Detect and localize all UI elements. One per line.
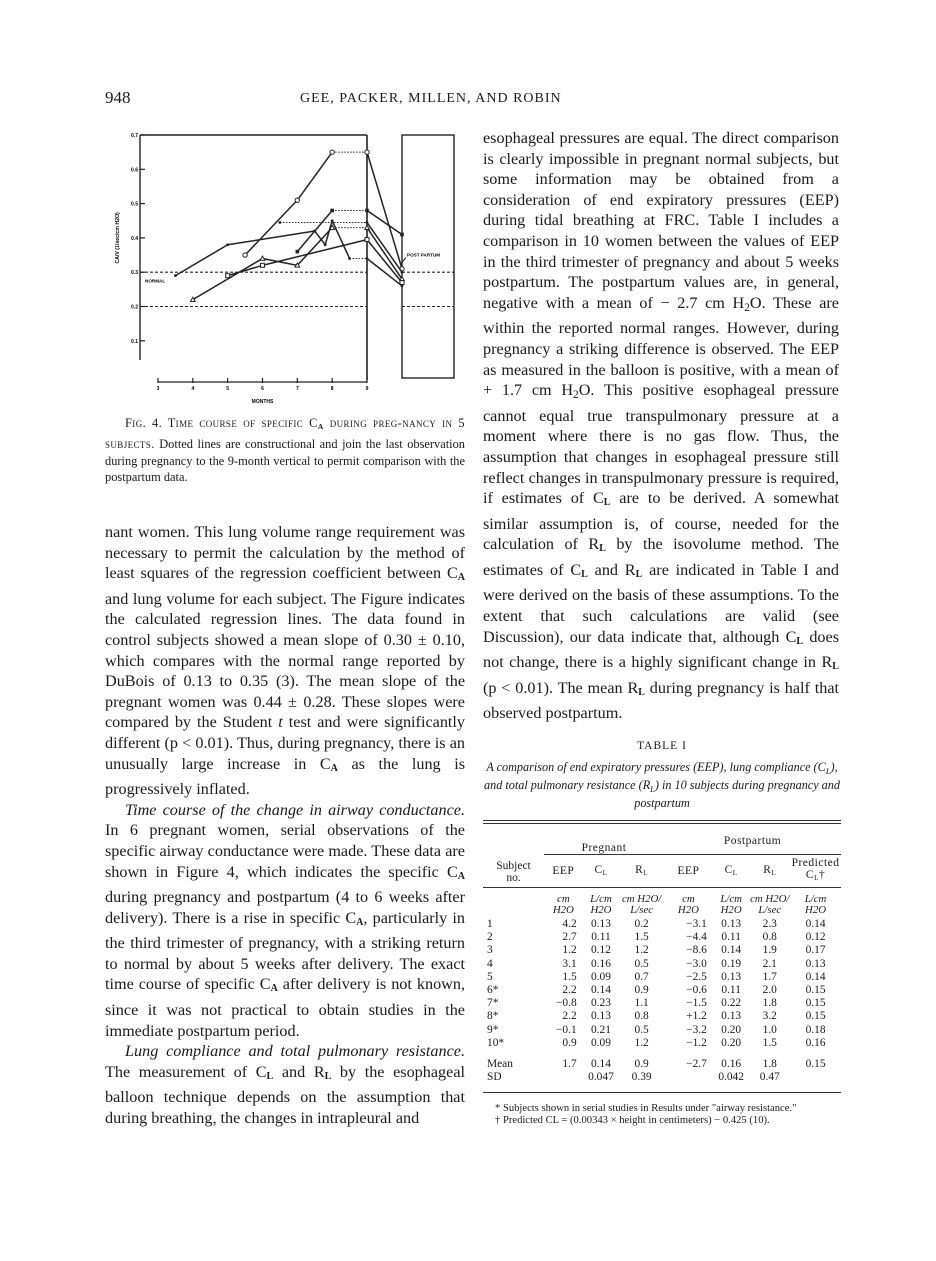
cell-value: 2.3 — [762, 918, 777, 930]
cell-value: −3.1 — [686, 918, 707, 930]
cell-value: 4.2 — [562, 918, 577, 930]
table-row — [483, 1037, 841, 1050]
svg-text:9: 9 — [365, 386, 369, 392]
cell-value: 0.047 — [588, 1071, 614, 1084]
unit-label: cm H2O — [677, 893, 699, 916]
svg-text:0.4: 0.4 — [131, 235, 138, 242]
cell-subject: 4 — [487, 957, 493, 970]
cell-value: −1.2 — [686, 1036, 707, 1049]
header-cl: CL — [594, 864, 608, 877]
cell-value: 1.2 — [634, 944, 649, 957]
cell-value: 0.23 — [590, 997, 611, 1010]
cell-value: 1.2 — [634, 1036, 649, 1049]
table-title: TABLE I — [637, 740, 687, 752]
paragraph: Time course of the change in airway conductance. In 6 pregnant women, serial observations of the specific airway conductance were made. These data are shown in Figure 4, which indicates the specific CA during pregnancy and postpartum (4 to 6 weeks after delivery). There is a rise in specific CA, particularly in the third trimester of pregnancy, with a striking return to normal by about 5 weeks after delivery. The exact time course of specific CA after delivery is not known, since it was not practical to obtain studies in the immediate postpartum period. — [105, 800, 465, 1040]
svg-text:0.2: 0.2 — [131, 304, 138, 311]
cell-value: 0.9 — [634, 1058, 649, 1071]
cell-subject: SD — [487, 1071, 502, 1084]
svg-text:MONTHS: MONTHS — [251, 399, 274, 405]
line-chart — [105, 125, 465, 410]
table-row — [483, 984, 841, 997]
cell-value: 2.7 — [562, 931, 577, 944]
cell-value: 0.16 — [590, 957, 611, 970]
figure-caption — [105, 415, 465, 486]
header-rl: RL — [763, 864, 777, 877]
cell-value: 0.14 — [805, 970, 826, 983]
cell-value: 1.5 — [762, 1036, 777, 1049]
cell-value: 0.21 — [590, 1023, 611, 1036]
table-footnotes — [483, 1103, 841, 1127]
cell-value: 1.8 — [762, 997, 777, 1010]
footnote-1: * Subjects shown in serial studies in Results under "airway resistance." — [495, 1103, 797, 1115]
cell-value: 0.16 — [805, 1036, 826, 1049]
cell-subject: 7* — [487, 997, 499, 1010]
cell-subject: 5 — [487, 970, 493, 983]
cell-value: 1.0 — [762, 1023, 777, 1036]
cell-value — [544, 1071, 583, 1084]
unit-label: L/cm H2O — [720, 893, 742, 916]
cell-value: 0.11 — [591, 931, 611, 944]
svg-text:5: 5 — [226, 386, 230, 392]
cell-value: −4.4 — [686, 931, 707, 944]
cell-value: 0.8 — [762, 931, 777, 944]
cell-subject: 6* — [487, 984, 499, 997]
cell-value — [664, 1071, 713, 1084]
svg-text:3: 3 — [156, 386, 160, 392]
svg-text:0.3: 0.3 — [131, 270, 138, 277]
cell-value: 0.14 — [721, 944, 742, 957]
svg-text:8: 8 — [330, 386, 334, 392]
cell-subject: 8* — [487, 1010, 499, 1023]
cell-value: 2.2 — [562, 984, 577, 997]
paragraph: esophageal pressures are equal. The direct comparison is clearly impossible in pregnant normal subjects, but some information may be obtained from a consideration of end expiratory pressures (EEP) during tidal breathing at FRC. Table I includes a comparison in 10 women between the values of EEP in the third trimester of pregnancy and about 5 weeks postpartum. The postpartum values are, in general, negative with a mean of − 2.7 cm $H_2O$. These are within the reported normal ranges. However, during pregnancy a striking difference is observed. The EEP as measured in the balloon is positive, with a mean of + 1.7 cm $H_2O$. This positive esophageal pressure cannot equal true transpulmonary pressure at a moment where there is no gas flow. Thus, the assumption that changes in esophageal pressure still reflect changes in transpulmonary pressure is required, if estimates of CL are to be derived. A somewhat similar assumption is, of course, needed for the calculation of RL by the isovolume method. The estimates of CL and RL are indicated in Table I and were derived on the basis of these assumptions. To the extent that such calculations are valid (see Discussion), our data indicate that, although CL does not change, there is a highly significant change in RL (p < 0.01). The mean RL during pregnancy is half that observed postpartum. — [483, 129, 840, 723]
cell-value: 0.12 — [805, 931, 826, 944]
series-line — [243, 150, 404, 271]
cell-value: 2.1 — [762, 957, 777, 970]
svg-text:0.7: 0.7 — [131, 133, 138, 139]
header-eep: EEP — [552, 864, 575, 877]
figure-4-chart — [105, 125, 465, 410]
table-row — [483, 1010, 841, 1023]
cell-value: 1.5 — [634, 931, 649, 944]
section-heading: Lung compliance and total pulmonary resistance. — [125, 1042, 465, 1061]
cell-subject: 10* — [487, 1036, 505, 1049]
cell-value: 0.16 — [721, 1058, 742, 1071]
cell-value: 0.13 — [721, 918, 742, 930]
table-row — [483, 944, 841, 957]
cell-value: −2.5 — [686, 970, 707, 983]
running-head: GEE, PACKER, MILLEN, AND ROBIN — [300, 91, 562, 106]
cell-value: 1.7 — [762, 970, 777, 983]
table-subtitle: A comparison of end expiratory pressures (EEP), lung compliance $(C_L)$, and total pulmonary resistance $(R_L)$ in 10 subjects during pregnancy and postpartum — [484, 760, 840, 810]
unit-label: L/cm H2O — [804, 893, 827, 916]
cell-value: −2.7 — [686, 1058, 707, 1071]
cell-value: 1.7 — [562, 1058, 577, 1071]
header-predicted-cl: Predicted CL† — [791, 857, 840, 882]
svg-text:0.5: 0.5 — [131, 201, 138, 208]
cell-value: 0.09 — [590, 970, 611, 983]
table-row — [483, 958, 841, 971]
unit-label: cm H2O/ L/sec — [622, 893, 662, 916]
cell-value: 0.14 — [590, 1058, 611, 1071]
cell-value: 0.20 — [721, 1036, 742, 1049]
header-eep: EEP — [677, 864, 700, 877]
unit-label: cm H2O — [552, 893, 574, 916]
table-row — [483, 971, 841, 984]
cell-value: 0.7 — [634, 970, 649, 983]
cell-value: 0.17 — [805, 944, 826, 957]
cell-value: +1.2 — [686, 1010, 707, 1023]
header-pregnant: Pregnant — [544, 830, 664, 855]
cell-subject: Mean — [487, 1058, 513, 1071]
right-column-text — [483, 128, 839, 724]
footnote-2: † Predicted CL = (0.00343 × height in centimeters) − 0.425 (10). — [495, 1115, 770, 1127]
paragraph: Lung compliance and total pulmonary resistance. The measurement of CL and RL by the esophageal balloon technique depends on the assumption that during breathing, the changes in intrapleural and — [105, 1042, 466, 1128]
table-row — [483, 997, 841, 1010]
cell-value: 0.14 — [590, 984, 611, 997]
table-top-rule — [483, 820, 841, 824]
post-partum-label: POST PARTUM — [407, 252, 441, 258]
cell-value: 0.13 — [805, 957, 826, 970]
cell-value: 0.13 — [721, 1010, 742, 1023]
cell-value: 0.15 — [805, 1010, 826, 1023]
unit-label: cm H2O/ L/sec — [750, 893, 790, 916]
cell-value: −1.5 — [686, 997, 707, 1010]
cell-value: −3.0 — [686, 957, 707, 970]
cell-value: −8.6 — [686, 944, 707, 957]
cell-value: 3.1 — [562, 957, 577, 970]
cell-value: 3.2 — [762, 1010, 777, 1023]
table-row — [483, 931, 841, 944]
cell-value — [790, 1071, 841, 1084]
unit-label: L/cm H2O — [590, 893, 612, 916]
caption-title: Time course of specific CA during preg-nancy in 5 subjects. — [105, 416, 465, 451]
header-subject: Subject no. — [496, 860, 531, 884]
cell-value: 0.13 — [590, 918, 611, 930]
cell-value: 0.09 — [590, 1036, 611, 1049]
cell-value: −0.6 — [686, 984, 707, 997]
svg-text:0.6: 0.6 — [131, 167, 138, 174]
cell-value: 0.19 — [721, 957, 742, 970]
cell-value: 0.9 — [634, 984, 649, 997]
svg-text:4: 4 — [191, 386, 195, 392]
page-number: 948 — [105, 88, 131, 107]
table-row-sd — [483, 1071, 841, 1084]
table-row — [483, 1024, 841, 1037]
cell-value: 0.11 — [721, 931, 741, 944]
cell-value: 0.15 — [805, 984, 826, 997]
cell-value: 0.47 — [759, 1071, 780, 1084]
series-line — [226, 238, 404, 285]
svg-text:7: 7 — [295, 386, 299, 392]
cell-value: 0.2 — [634, 918, 649, 930]
table-row — [483, 918, 841, 931]
cell-subject: 3 — [487, 944, 493, 957]
cell-value: −0.1 — [555, 1023, 577, 1036]
cell-value: 0.5 — [634, 957, 649, 970]
cell-value: 0.15 — [805, 997, 826, 1010]
svg-text:CA/V (1/sec/cm H2O): CA/V (1/sec/cm H2O) — [115, 212, 121, 264]
cell-subject: 2 — [487, 931, 493, 944]
cell-value: 1.1 — [634, 997, 649, 1010]
cell-value: 0.8 — [634, 1010, 649, 1023]
caption-lead: Fig. 4. — [125, 416, 163, 430]
cell-value: 0.13 — [721, 970, 742, 983]
svg-text:6: 6 — [261, 386, 264, 392]
svg-text:0.1: 0.1 — [131, 338, 138, 345]
caption-body: Dotted lines are constructional and join the last observation during pregnancy to the 9-month vertical to permit comparison with the postpartum data. — [105, 436, 466, 485]
header-rl: RL — [635, 864, 649, 877]
table-row-mean — [483, 1058, 841, 1071]
cell-value: −3.2 — [686, 1023, 707, 1036]
cell-value: 0.5 — [634, 1023, 649, 1036]
cell-value: 0.042 — [718, 1071, 744, 1084]
cell-value: 0.20 — [721, 1023, 742, 1036]
cell-subject: 1 — [487, 918, 493, 930]
paragraph: nant women. This lung volume range requirement was necessary to permit the calculation by the method of least squares of the regression coefficient between CA and lung volume for each subject. The Figure indicates the calculated regression lines. The data found in control subjects showed a mean slope of 0.30 ± 0.10, which compares with the normal range reported by DuBois of 0.13 to 0.35 (3). The mean slope of the pregnant women was 0.44 ± 0.28. These slopes were compared by the Student t test and were significantly different (p < 0.01). Thus, during pregnancy, there is an unusually large increase in CA as the lung is progressively inflated. — [105, 523, 465, 799]
cell-value: 0.14 — [805, 918, 826, 930]
section-heading: Time course of the change in airway conductance. — [125, 800, 465, 819]
cell-value: 0.18 — [805, 1023, 826, 1036]
cell-value: 1.8 — [762, 1058, 777, 1071]
cell-value: 2.0 — [762, 984, 777, 997]
cell-value: 0.22 — [721, 997, 742, 1010]
cell-value: 0.39 — [631, 1071, 652, 1084]
cell-value: −0.8 — [555, 997, 577, 1010]
cell-subject: 9* — [487, 1023, 499, 1036]
cell-value: 0.9 — [562, 1036, 577, 1049]
data-table — [483, 830, 841, 1093]
cell-value: 1.2 — [562, 944, 577, 957]
left-column-text — [105, 522, 465, 1129]
cell-value: 0.11 — [721, 984, 741, 997]
cell-value: 2.2 — [562, 1010, 577, 1023]
table-1 — [483, 740, 841, 1127]
normal-label: NORMAL — [145, 278, 166, 284]
cell-value: 0.12 — [590, 944, 611, 957]
header-cl: CL — [724, 864, 738, 877]
cell-value: 1.9 — [762, 944, 777, 957]
cell-value: 1.5 — [562, 970, 577, 983]
cell-value: 0.15 — [805, 1058, 826, 1071]
header-postpartum: Postpartum — [664, 830, 841, 855]
cell-value: 0.13 — [590, 1010, 611, 1023]
